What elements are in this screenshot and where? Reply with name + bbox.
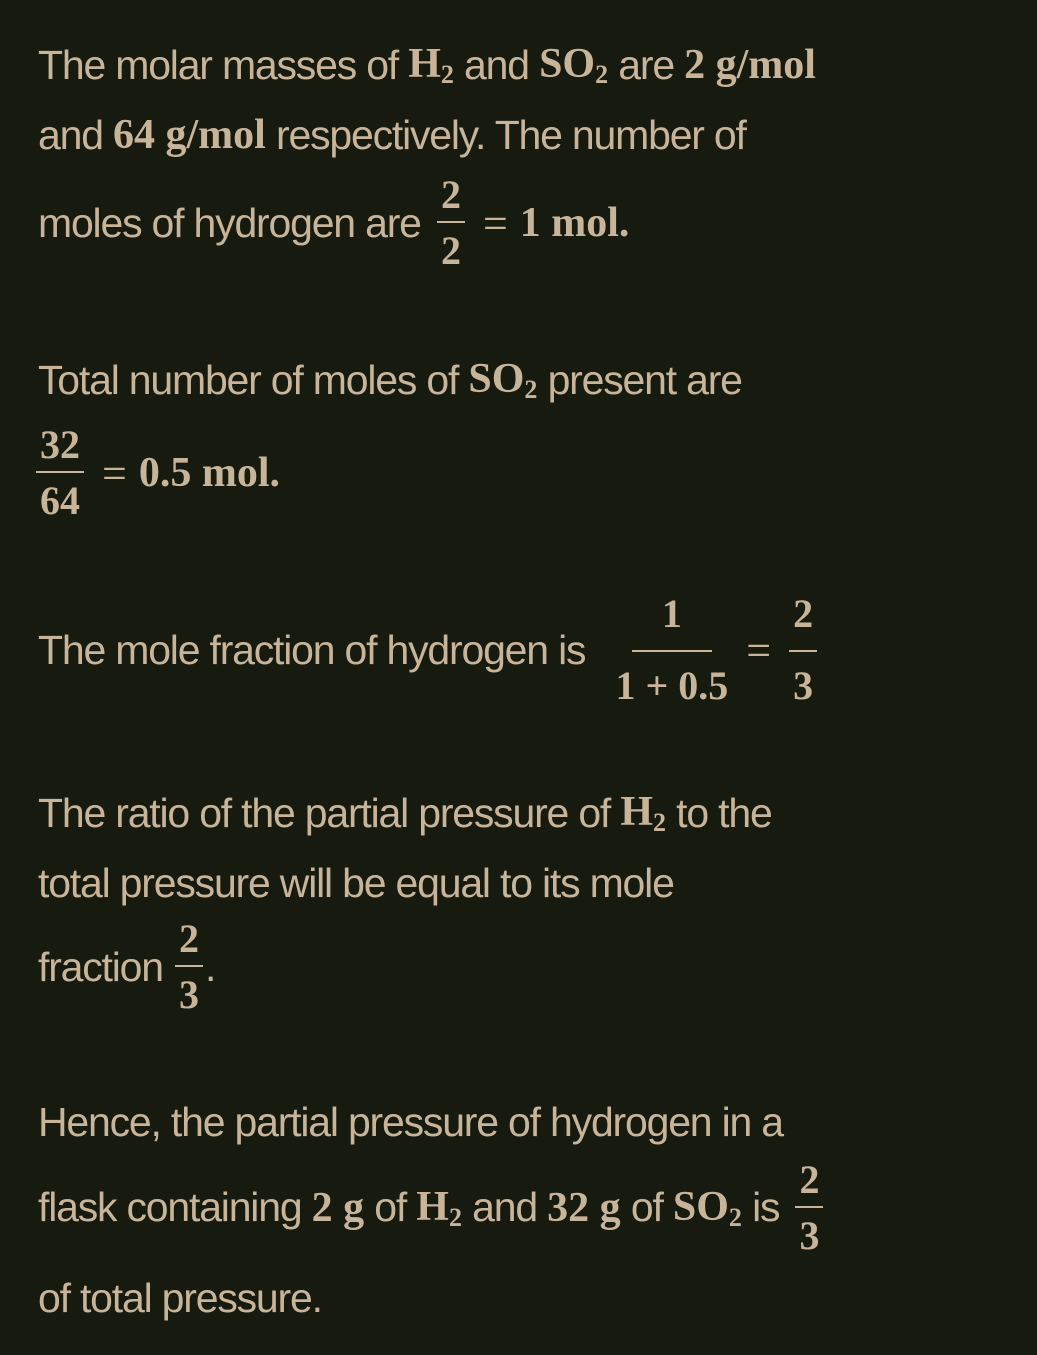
math-2gmol: 2 g/mol: [684, 42, 816, 88]
text: to the: [665, 789, 772, 836]
text: of total pressure.: [38, 1274, 322, 1321]
fraction: $\frac{2}{3}$: [175, 919, 203, 1015]
equals: =: [482, 198, 508, 248]
math-result: 1 mol.: [519, 200, 630, 246]
math-64gmol: 64 g/mol: [113, 112, 266, 158]
text: are: [608, 41, 685, 88]
p1-line2: [38, 95, 746, 175]
text: and: [461, 1184, 548, 1230]
math-so2: $SO_2$: [672, 1183, 742, 1232]
p1-line3: [38, 172, 630, 273]
math-result: 0.5 mol.: [138, 450, 280, 496]
p4-line3: [38, 916, 216, 1017]
math-h2: $H_2$: [620, 789, 666, 837]
p5-line1: [38, 1082, 783, 1162]
text: respectively. The number of: [265, 111, 746, 158]
text: The molar masses of: [38, 41, 409, 88]
text: of: [364, 1184, 417, 1230]
text: present are: [537, 356, 742, 403]
fraction: $\frac{32}{64}$: [36, 425, 84, 521]
text: is: [741, 1184, 790, 1230]
math-h2: $H_2$: [416, 1183, 462, 1232]
math-h2: $H_2$: [408, 41, 454, 89]
text: and: [38, 111, 113, 158]
text: Hence, the partial pressure of hydrogen in a: [38, 1098, 783, 1145]
p2-line2: [36, 422, 280, 523]
text: The mole fraction of hydrogen is: [38, 626, 596, 673]
text: Total number of moles of: [38, 356, 469, 403]
p2-line1: [38, 340, 742, 420]
text: moles of hydrogen are: [38, 199, 431, 246]
text: fraction: [38, 943, 174, 990]
fraction: $\frac{2}{2}$: [437, 175, 465, 271]
p1-line1: [38, 25, 816, 105]
equals: =: [746, 625, 772, 675]
math-2g: 2 g: [311, 1184, 365, 1231]
p5-line2: [38, 1156, 829, 1258]
p4-line2: [38, 843, 674, 923]
fraction: $\frac{2}{3}$: [789, 594, 817, 706]
text: total pressure will be equal to its mole: [38, 859, 674, 906]
text: and: [453, 41, 540, 88]
fraction: $\frac{1}{1 + 0.5}$: [615, 591, 729, 708]
text: .: [205, 943, 216, 990]
p4-line1: [38, 773, 772, 853]
text: of: [620, 1184, 673, 1230]
text: The ratio of the partial pressure of: [38, 789, 621, 836]
math-so2: $SO_2$: [468, 356, 538, 404]
text: flask containing: [38, 1184, 312, 1230]
math-32g: 32 g: [547, 1184, 621, 1231]
p3-line1: [38, 591, 823, 708]
p5-line3: [38, 1258, 322, 1338]
math-so2: $SO_2$: [539, 41, 609, 89]
equals: =: [102, 448, 127, 498]
fraction: $\frac{2}{3}$: [795, 1160, 823, 1256]
